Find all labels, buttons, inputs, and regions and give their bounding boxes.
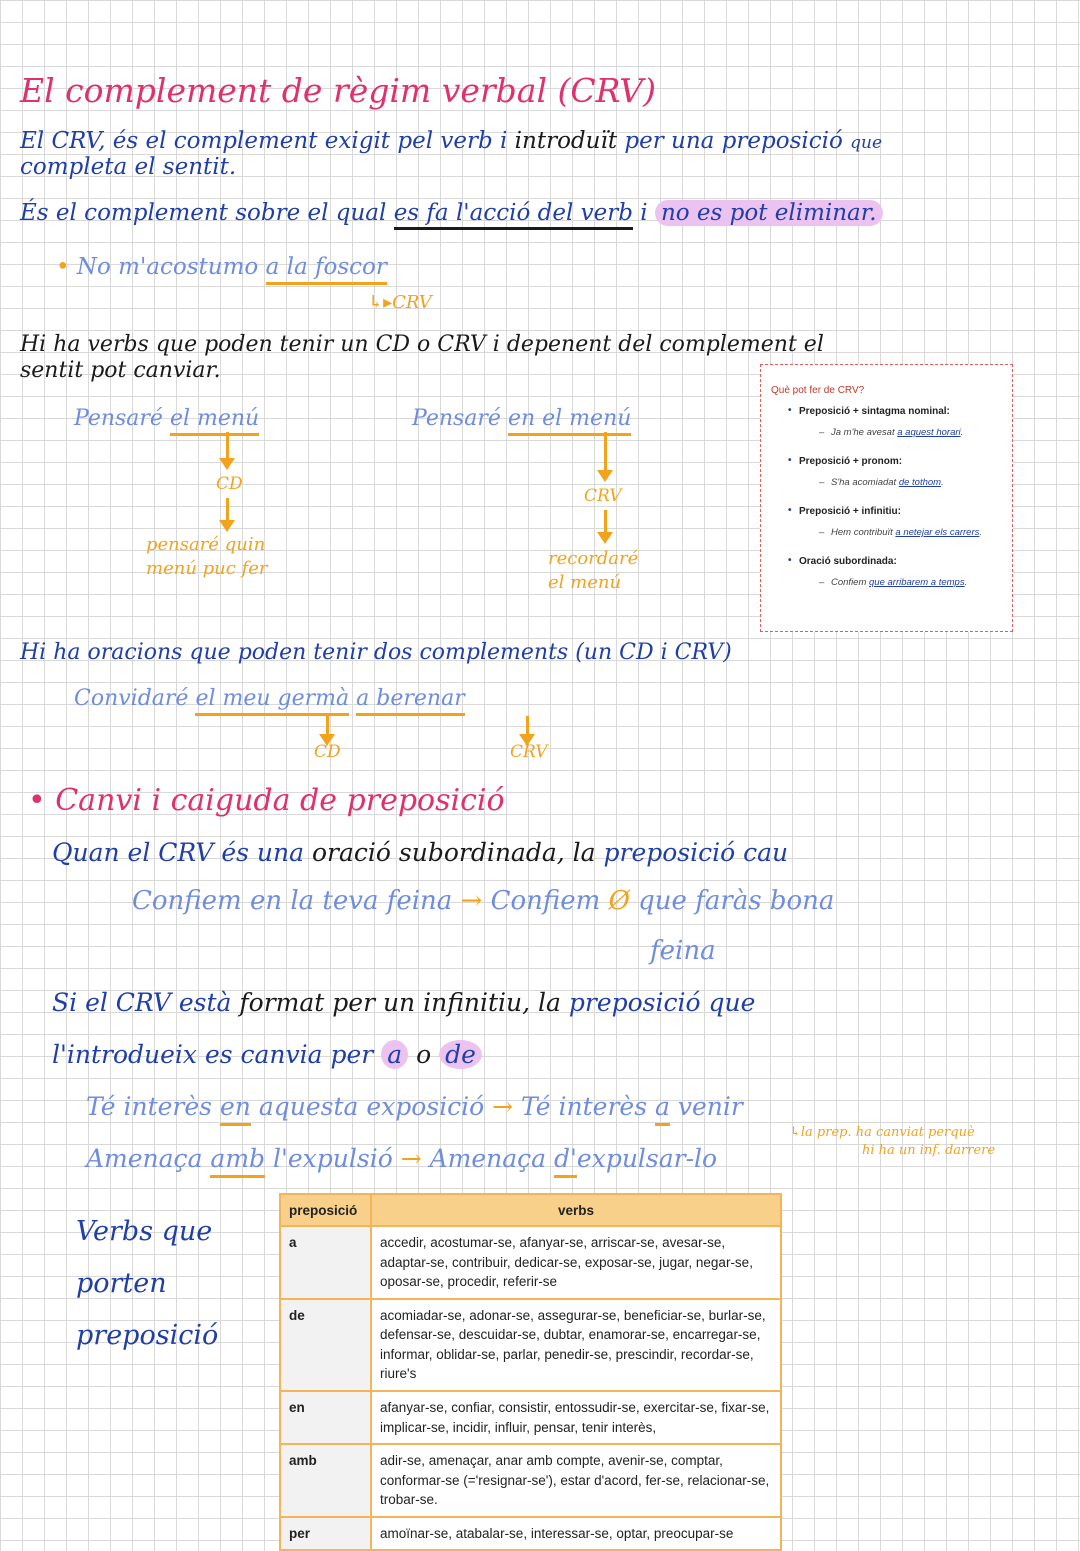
definition-text-c: per una preposició: [624, 128, 843, 154]
text: preposició que: [568, 988, 756, 1017]
table-cell-verbs: adir-se, amenaçar, anar amb compte, avenir-se, comptar, conformar-se (='resignar-se'), estar d'acord, fer-se, relacionar-se, trobar-se.: [371, 1444, 781, 1517]
text: expulsar-lo: [576, 1144, 718, 1173]
definition-line-3: [20, 202, 883, 225]
verbs-two-line-2: sentit pot canviar.: [20, 358, 221, 383]
new-prep: d': [554, 1144, 577, 1178]
crv-box-example: [831, 477, 1002, 488]
table-row: [280, 1391, 781, 1444]
cd-tag: CD: [314, 742, 341, 762]
table-row: [280, 1299, 781, 1391]
table-header: verbs: [371, 1194, 781, 1226]
text: Té interès: [86, 1092, 212, 1121]
example-pensare-cd: [74, 408, 259, 430]
verbs-label-2: porten: [76, 1268, 167, 1299]
highlight-a: a: [381, 1040, 408, 1069]
preposition-table: [279, 1193, 782, 1551]
crv-tag: CRV: [510, 742, 548, 762]
table-row: [280, 1226, 781, 1299]
side-note-1: ↳la prep. ha canviat perquè: [790, 1125, 975, 1140]
definition-text-f: i: [640, 200, 648, 226]
definition-text-a: El CRV, és el complement exigit pel verb i: [20, 128, 508, 154]
verbs-label-3: preposició: [76, 1320, 219, 1351]
crv-part: a berenar: [356, 686, 465, 716]
definition-highlight: no es pot eliminar.: [655, 200, 883, 226]
table-header: preposició: [280, 1194, 371, 1226]
page-title: El complement de règim verbal (CRV): [20, 71, 657, 110]
table-cell-prep: a: [280, 1226, 371, 1299]
arrow-down-icon: [326, 716, 329, 734]
definition-underlined: es fa l'acció del verb: [394, 200, 633, 230]
example-before: Confiem en la teva feina: [132, 886, 453, 916]
arrow-right-icon: →: [492, 1092, 514, 1121]
example-after-rest: que faràs bona: [638, 886, 835, 916]
example-foscor: [56, 256, 387, 279]
text: l'introdueix es canvia per: [52, 1040, 374, 1069]
example-crv-tag: [368, 294, 432, 312]
crv-info-box: [760, 364, 1013, 632]
definition-line-1: [20, 130, 882, 153]
crv-tag: CRV: [584, 486, 622, 506]
example-verb: S'ha acomiadat: [831, 477, 897, 488]
crv-tag: CRV: [392, 292, 432, 313]
crv-box-category: • Preposició + pronom:: [799, 456, 1002, 467]
table-cell-prep: de: [280, 1299, 371, 1391]
change-line-3: [52, 1042, 482, 1067]
table-row: [280, 1444, 781, 1517]
bullet: •: [56, 254, 70, 280]
example-verb: Ja m'he avesat: [831, 427, 895, 438]
example-crv: a aquest horari: [897, 427, 961, 438]
verb: Pensaré: [412, 406, 501, 431]
text: preposició cau: [603, 838, 789, 867]
highlight-de: de: [439, 1040, 482, 1069]
example-end: .: [960, 427, 964, 438]
crv-box-category: • Preposició + sintagma nominal:: [799, 406, 1002, 417]
example-convidare: [74, 688, 465, 710]
text: Si el CRV està: [52, 988, 232, 1017]
arrow-down-icon: [526, 716, 529, 734]
example-verb: Hem contribuït: [831, 527, 893, 538]
example-end: .: [979, 527, 983, 538]
text: format per un infinitiu, la: [239, 988, 561, 1017]
text: aquesta exposició: [258, 1092, 485, 1121]
change-example-1: [132, 888, 834, 914]
definition-text-b: introduït: [514, 128, 618, 154]
cd-part: el menú: [170, 406, 259, 436]
table-cell-verbs: accedir, acostumar-se, afanyar-se, arriscar-se, avesar-se, adaptar-se, contribuir, dedicar-se, exposar-se, jugar, negar-se, oposar-se, procedir, referir-se: [371, 1226, 781, 1299]
crv-box-category: • Oració subordinada:: [799, 556, 1002, 567]
change-line-2: [52, 990, 755, 1015]
arrow-right-icon: →: [400, 1144, 422, 1173]
example-crv: a netejar els carrers: [895, 527, 980, 538]
verbs-two-line-1: Hi ha verbs que poden tenir un CD o CRV i depenent del complement el: [20, 332, 824, 357]
crv-box-example: [831, 577, 1002, 588]
text: Amenaça: [86, 1144, 203, 1173]
example-end: .: [964, 577, 968, 588]
arrow-down-icon: [604, 432, 607, 470]
text: Té interès: [521, 1092, 648, 1121]
table-header-row: [280, 1194, 781, 1226]
change-example-2: [86, 1094, 743, 1119]
table-row: [280, 1517, 781, 1551]
cd-tag: CD: [216, 474, 243, 494]
verb: Pensaré: [74, 406, 163, 431]
example-crv-part: a la foscor: [266, 254, 387, 285]
example-verb: Confiem: [831, 577, 867, 588]
text: l'expulsió: [273, 1144, 393, 1173]
table-cell-prep: amb: [280, 1444, 371, 1517]
arrow-right-icon: ↳▸: [368, 292, 393, 313]
example-text: No m'acostumo: [76, 254, 259, 280]
definition-text-e: És el complement sobre el qual: [20, 200, 387, 226]
crv-box-example: [831, 427, 1002, 438]
example-crv: de tothom: [898, 477, 942, 488]
table-cell-verbs: acomiadar-se, adonar-se, assegurar-se, beneficiar-se, burlar-se, defensar-se, descuidar-se, dubtar, enamorar-se, encarregar-se, informar, oblidar-se, parlar, penedir-se, prescindir, recordar-se, riure's: [371, 1299, 781, 1391]
example-after: Confiem: [490, 886, 601, 916]
crv-box-title: Què pot fer de CRV?: [771, 385, 865, 396]
crv-box-category: • Preposició + infinitiu:: [799, 506, 1002, 517]
example-end: .: [941, 477, 944, 488]
old-prep: en: [220, 1092, 251, 1126]
crv-part: en el menú: [508, 406, 631, 436]
definition-text-d: que: [850, 133, 883, 153]
change-example-3: [86, 1146, 717, 1171]
arrow-down-icon: [226, 432, 229, 458]
change-example-1-cont: feina: [650, 936, 716, 966]
table-cell-verbs: amoïnar-se, atabalar-se, interessar-se, optar, preocupar-se: [371, 1517, 781, 1551]
change-line-1: [52, 840, 788, 865]
empty-set-icon: Ø: [608, 886, 630, 916]
text: venir: [677, 1092, 743, 1121]
cd-note-1: pensaré quin: [146, 534, 266, 555]
text: Quan el CRV és una: [52, 838, 305, 867]
new-prep: a: [655, 1092, 670, 1126]
cd-part: el meu germà: [195, 686, 349, 716]
table-cell-prep: en: [280, 1391, 371, 1444]
arrow-down-icon: [604, 510, 607, 532]
crv-note-2: el menú: [548, 572, 622, 593]
table-cell-prep: per: [280, 1517, 371, 1551]
cd-note-2: menú puc fer: [146, 558, 268, 579]
crv-note-1: recordaré: [548, 548, 639, 569]
text: o: [416, 1040, 432, 1069]
section-heading: • Canvi i caiguda de preposició: [28, 783, 505, 818]
table-cell-verbs: afanyar-se, confiar, consistir, entossudir-se, exercitar-se, fixar-se, implicar-se, incidir, influir, pensar, tenir interès,: [371, 1391, 781, 1444]
arrow-right-icon: →: [460, 886, 483, 916]
crv-box-example: [831, 527, 1002, 538]
definition-line-2: completa el sentit.: [20, 154, 237, 180]
verbs-label-1: Verbs que: [76, 1216, 213, 1247]
text: oració subordinada, la: [311, 838, 596, 867]
verb: Convidaré: [74, 686, 189, 711]
example-pensare-crv: [412, 408, 631, 430]
old-prep: amb: [210, 1144, 265, 1178]
two-complements-line: Hi ha oracions que poden tenir dos complements (un CD i CRV): [20, 640, 732, 665]
text: Amenaça: [429, 1144, 547, 1173]
side-note-2: hi ha un inf. darrere: [862, 1143, 996, 1158]
example-crv: que arribarem a temps: [869, 577, 965, 588]
arrow-down-icon: [226, 498, 229, 520]
